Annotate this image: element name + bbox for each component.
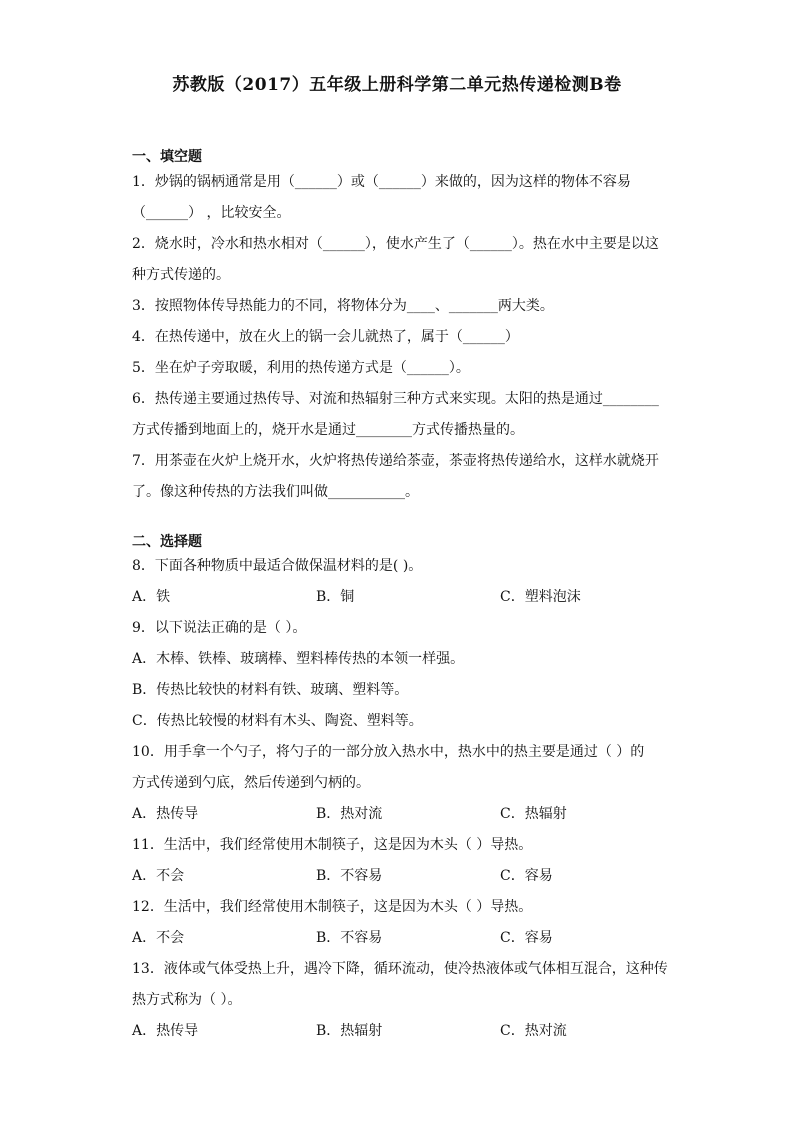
- question-line: 4．在热传递中，放在火上的锅一会儿就热了，属于（______）: [132, 329, 519, 345]
- question-stem: 10．用手拿一个勺子，将勺子的一部分放入热水中，热水中的热主要是通过（ ）的: [132, 744, 645, 760]
- option-c: C．传热比较慢的材料有木头、陶瓷、塑料等。: [132, 713, 423, 729]
- option-b: B．不容易: [316, 868, 383, 884]
- option-a: A．不会: [132, 930, 185, 946]
- question-stem: 13．液体或气体受热上升，遇冷下降，循环流动，使冷热液体或气体相互混合，这种传: [132, 961, 668, 977]
- option-b: B．传热比较快的材料有铁、玻璃、塑料等。: [132, 682, 409, 698]
- question-stem: 8．下面各种物质中最适合做保温材料的是( )。: [132, 558, 423, 574]
- option-a: A．木棒、铁棒、玻璃棒、塑料棒传热的本领一样强。: [132, 651, 465, 667]
- option-c: C．容易: [500, 868, 553, 884]
- option-a: A．铁: [132, 589, 171, 605]
- question-line: 6．热传递主要通过热传导、对流和热辐射三种方式来实现。太阳的热是通过________: [132, 391, 659, 407]
- question-line: 2．烧水时，冷水和热水相对（______），使水产生了（______）。热在水中主要是以这: [132, 236, 659, 252]
- option-c: C．容易: [500, 930, 553, 946]
- question-line: 了。像这种传热的方法我们叫做___________。: [132, 484, 419, 500]
- question-line: 5．坐在炉子旁取暖，利用的热传递方式是（______）。: [132, 360, 470, 376]
- question-line: 1．炒锅的锅柄通常是用（______）或（______）来做的，因为这样的物体不容易: [132, 174, 631, 190]
- question-stem: 11．生活中，我们经常使用木制筷子，这是因为木头（ ）导热。: [132, 837, 533, 853]
- question-line: 种方式传递的。: [132, 267, 230, 283]
- question-line: （______） ，比较安全。: [132, 205, 291, 221]
- question-stem: 9．以下说法正确的是（ ）。: [132, 620, 307, 636]
- section-heading-choice: 二、选择题: [132, 534, 202, 550]
- option-c: C．热对流: [500, 1023, 567, 1039]
- option-a: A．不会: [132, 868, 185, 884]
- option-a: A．热传导: [132, 806, 199, 822]
- question-stem: 热方式称为（ ）。: [132, 992, 242, 1008]
- option-b: B．铜: [316, 589, 355, 605]
- option-c: C．热辐射: [500, 806, 567, 822]
- option-b: B．热对流: [316, 806, 383, 822]
- question-stem: 12．生活中，我们经常使用木制筷子，这是因为木头（ ）导热。: [132, 899, 533, 915]
- question-line: 7．用茶壶在火炉上烧开水，火炉将热传递给茶壶，茶壶将热传递给水，这样水就烧开: [132, 453, 659, 469]
- section-heading-fill-in: 一、填空题: [132, 149, 202, 165]
- option-b: B．不容易: [316, 930, 383, 946]
- question-line: 3．按照物体传导热能力的不同，将物体分为____、_______两大类。: [132, 298, 554, 314]
- option-a: A．热传导: [132, 1023, 199, 1039]
- question-stem: 方式传递到勺底，然后传递到勺柄的。: [132, 775, 370, 791]
- option-c: C．塑料泡沫: [500, 589, 581, 605]
- question-line: 方式传播到地面上的，烧开水是通过________方式传播热量的。: [132, 422, 524, 438]
- page-title: 苏教版（2017）五年级上册科学第二单元热传递检测B卷: [172, 75, 622, 95]
- option-b: B．热辐射: [316, 1023, 383, 1039]
